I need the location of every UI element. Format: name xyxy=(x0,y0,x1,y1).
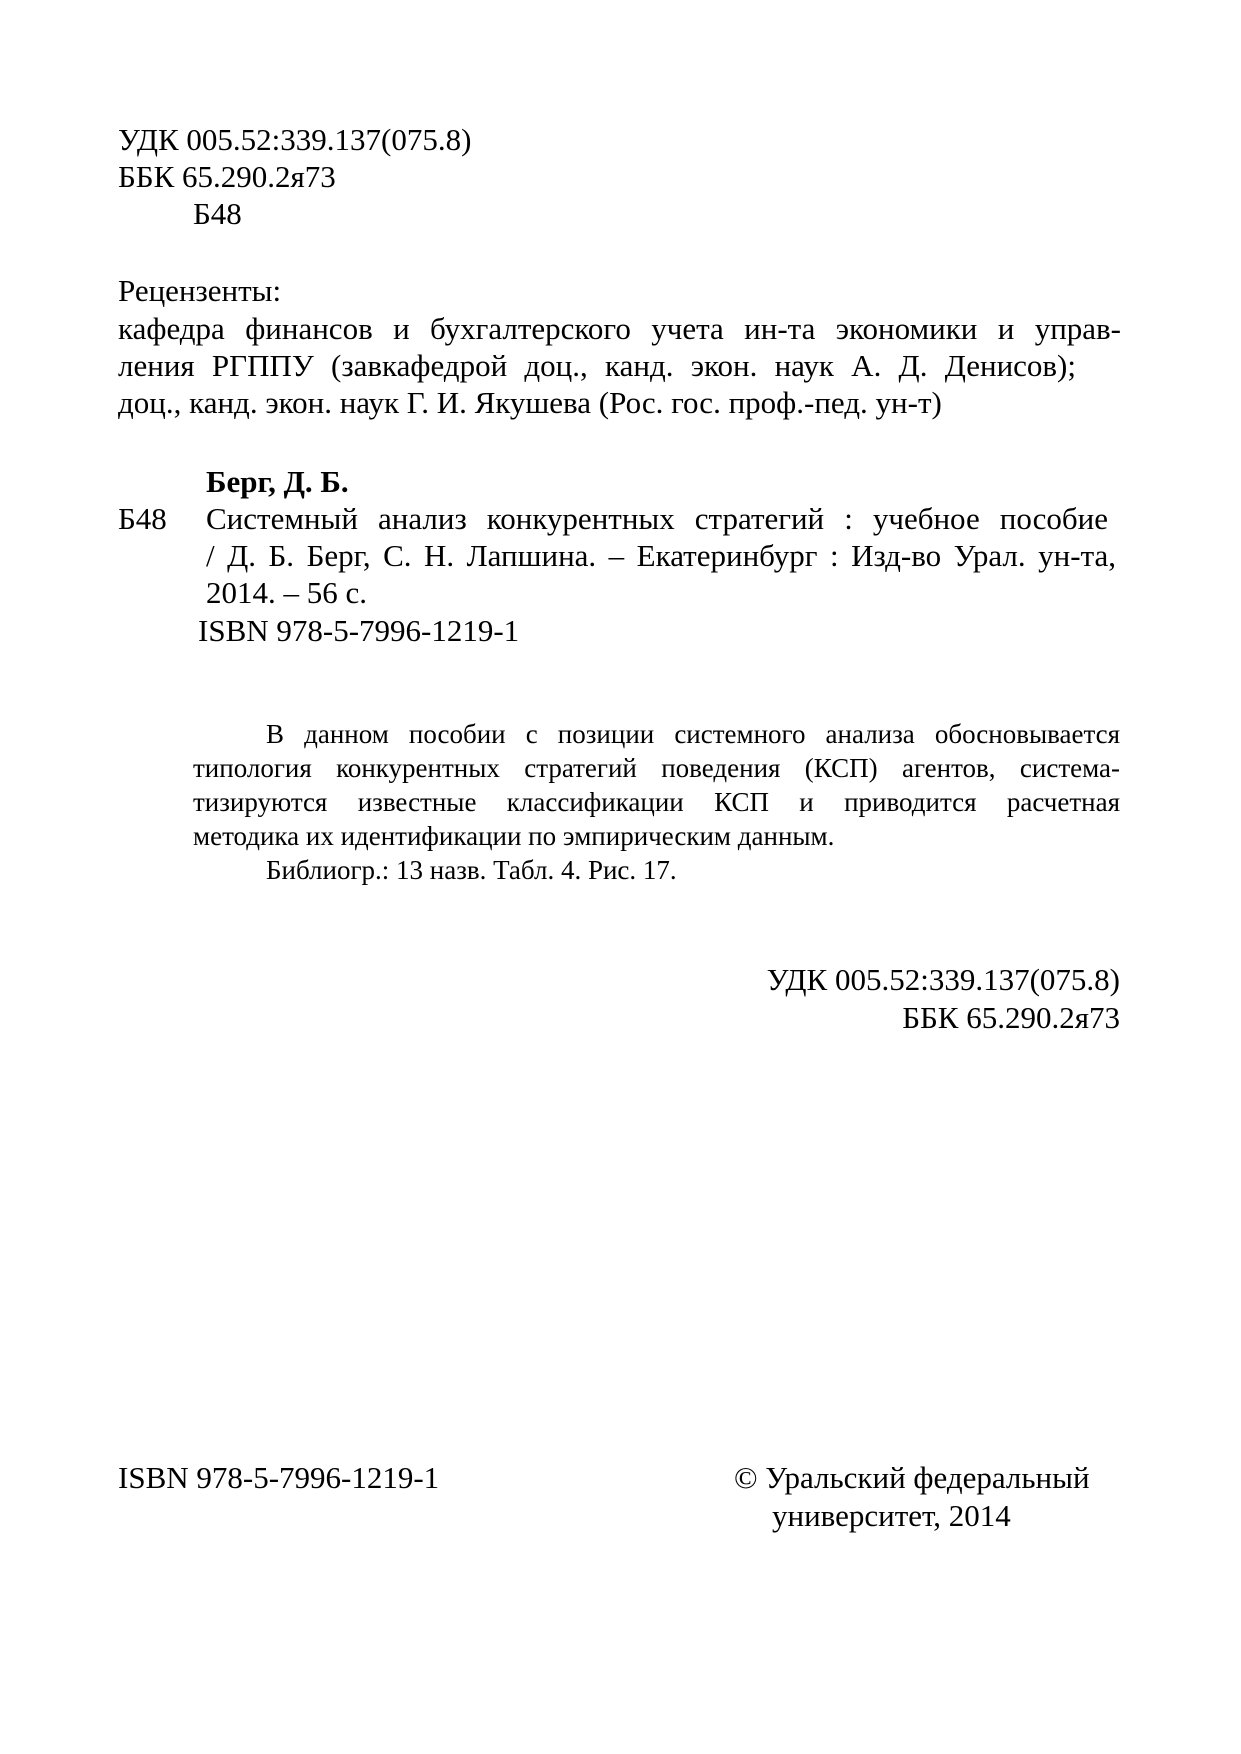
isbn-footer: ISBN 978-5-7996-1219-1 xyxy=(118,1460,440,1495)
reviewers-line-1: кафедра финансов и бухгалтерского учета ин-та экономики и управ- xyxy=(118,311,1121,346)
copyright-line-1: © Уральский федеральный xyxy=(734,1460,1090,1495)
author-heading: Берг, Д. Б. xyxy=(206,464,349,499)
author-mark: Б48 xyxy=(118,501,167,536)
reviewers-heading: Рецензенты: xyxy=(118,273,282,308)
udk-code-bottom: УДК 005.52:339.137(075.8) xyxy=(766,962,1120,997)
reviewers-line-2: ления РГППУ (завкафедрой доц., канд. экон. наук А. Д. Денисов); xyxy=(118,348,1076,383)
title-line-2: / Д. Б. Берг, С. Н. Лапшина. – Екатеринбург : Изд-во Урал. ун-та, xyxy=(206,538,1116,573)
annotation-line-2: типология конкурентных стратегий поведения (КСП) агентов, система- xyxy=(193,753,1120,783)
bbk-code-top: ББК 65.290.2я73 xyxy=(118,159,336,194)
udk-code-top: УДК 005.52:339.137(075.8) xyxy=(118,122,472,157)
reviewers-line-3: доц., канд. экон. наук Г. И. Якушева (Рос. гос. проф.-пед. ун-т) xyxy=(118,385,942,420)
bbk-code-bottom: ББК 65.290.2я73 xyxy=(902,1000,1120,1035)
title-line-3: 2014. – 56 с. xyxy=(206,575,368,610)
isbn-catalog: ISBN 978-5-7996-1219-1 xyxy=(198,613,520,648)
title-line-1: Системный анализ конкурентных стратегий : учебное пособие xyxy=(206,501,1108,536)
author-mark-top: Б48 xyxy=(193,196,242,231)
bibliography: Библиогр.: 13 назв. Табл. 4. Рис. 17. xyxy=(266,855,677,885)
annotation-line-1: В данном пособии с позиции системного анализа обосновывается xyxy=(266,719,1120,749)
copyright-line-2: университет, 2014 xyxy=(772,1498,1011,1533)
annotation-line-3: тизируются известные классификации КСП и приводится расчетная xyxy=(193,787,1120,817)
annotation-line-4: методика их идентификации по эмпирическим данным. xyxy=(193,821,835,851)
